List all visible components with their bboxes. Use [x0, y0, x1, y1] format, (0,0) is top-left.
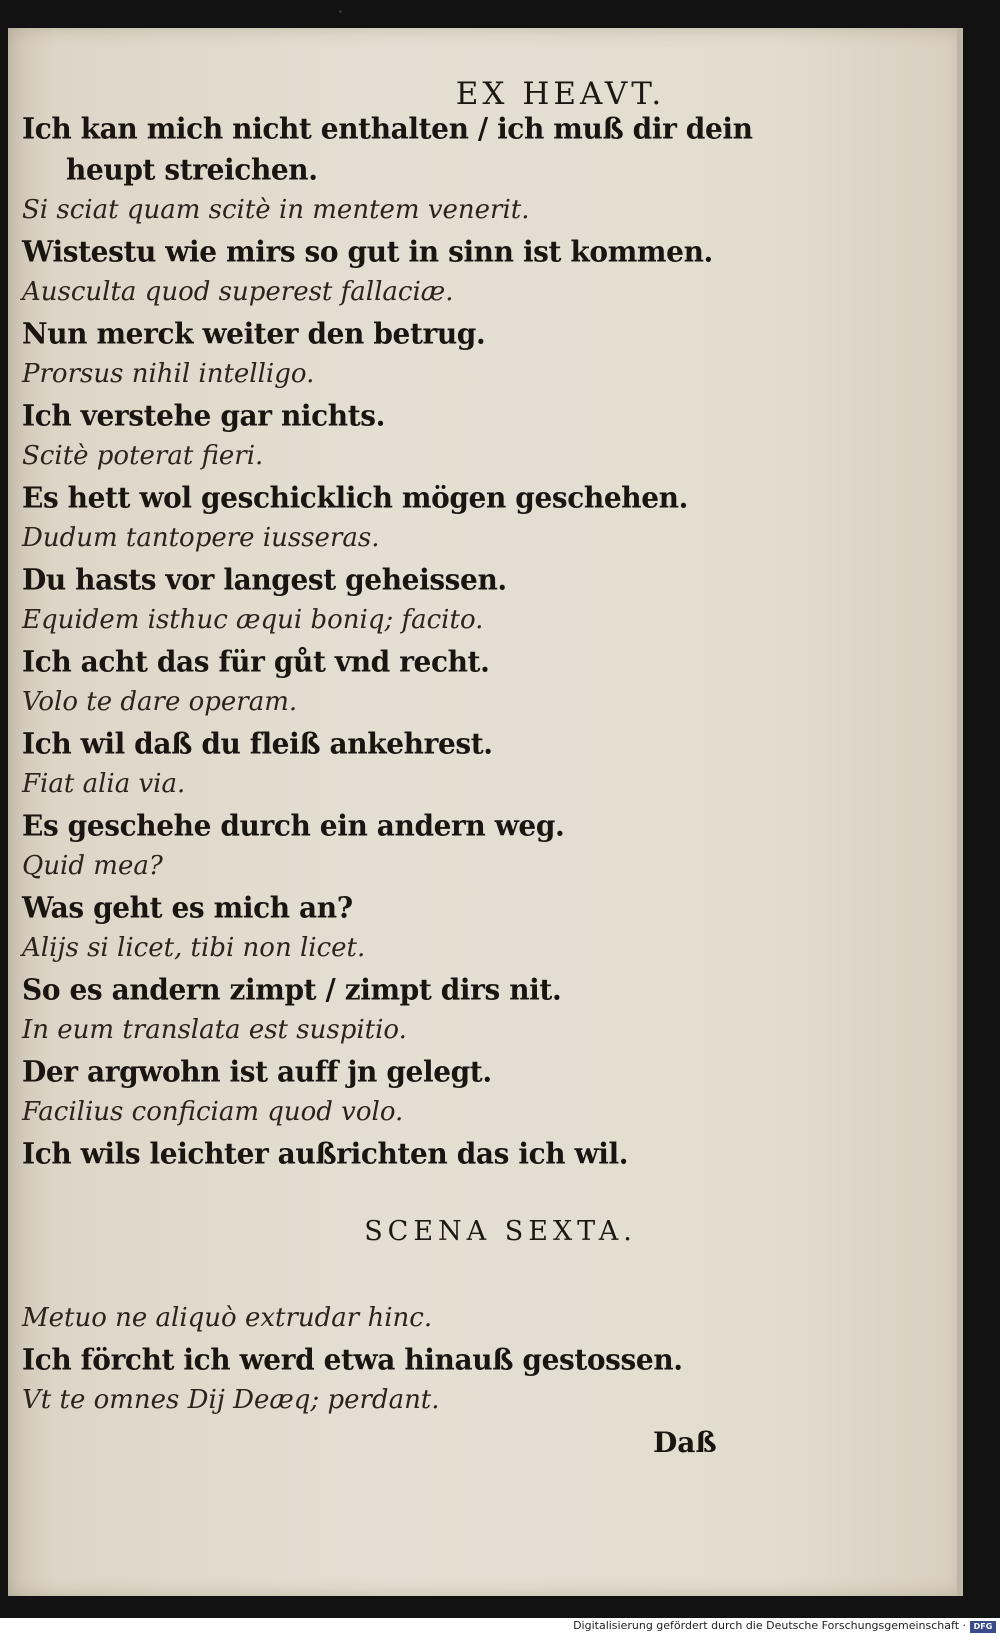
- text-line-latin: Prorsus nihil intelligo.: [22, 359, 315, 389]
- text-line-german: Ich wils leichter außrichten das ich wil.: [22, 1136, 629, 1171]
- text-line-german: Es geschehe durch ein andern weg.: [22, 808, 565, 843]
- text-line-latin: Fiat alia via.: [22, 769, 186, 799]
- text-line-german: Wistestu wie mirs so gut in sinn ist kommen.: [22, 234, 713, 269]
- text-line-german: So es andern zimpt / zimpt dirs nit.: [22, 972, 562, 1007]
- text-line-german: Es hett wol geschicklich mögen geschehen.: [22, 480, 688, 515]
- running-head: EX HEAVT.: [455, 76, 666, 112]
- digitization-footer: [0, 1618, 1000, 1636]
- text-line-latin: Volo te dare operam.: [22, 687, 298, 717]
- text-line-latin: In eum translata est suspitio.: [22, 1015, 407, 1045]
- footer-credit: Digitalisierung gefördert durch die Deutsche Forschungsgemeinschaft ·: [573, 1619, 966, 1632]
- text-line-latin: Equidem isthuc æqui boniq; facito.: [22, 605, 484, 635]
- text-line-latin: Vt te omnes Dij Deæq; perdant.: [22, 1385, 440, 1415]
- text-line-latin: Dudum tantopere iusseras.: [22, 523, 380, 553]
- text-block: [22, 108, 922, 1174]
- text-line-german: Ich förcht ich werd etwa hinauß gestossen.: [22, 1342, 683, 1377]
- text-line-german: Nun merck weiter den betrug.: [22, 316, 486, 351]
- text-block-scene-six: [22, 1298, 922, 1421]
- text-line-latin: Metuo ne aliquò extrudar hinc.: [22, 1303, 433, 1333]
- text-line-german: Ich kan mich nicht enthalten / ich muß dir dein: [22, 111, 753, 146]
- text-line-latin: Quid mea?: [22, 851, 163, 881]
- page-edge: [957, 28, 963, 1596]
- book-page: [8, 28, 963, 1596]
- text-line-german: Der argwohn ist auff jn gelegt.: [22, 1054, 492, 1089]
- text-line-german: heupt streichen.: [66, 152, 318, 187]
- text-line-german: Ich verstehe gar nichts.: [22, 398, 385, 433]
- text-line-german: Ich wil daß du fleiß ankehrest.: [22, 726, 493, 761]
- text-line-latin: Facilius conficiam quod volo.: [22, 1097, 404, 1127]
- text-line-latin: Ausculta quod superest fallaciæ.: [22, 277, 454, 307]
- dfg-logo: DFG: [970, 1621, 996, 1633]
- text-line-latin: Si sciat quam scitè in mentem venerit.: [22, 195, 530, 225]
- scene-heading: SCENA SEXTA.: [364, 1216, 637, 1247]
- text-line-german: Was geht es mich an?: [22, 890, 353, 925]
- text-line-german: Du hasts vor langest geheissen.: [22, 562, 507, 597]
- fold-mark: [339, 10, 342, 13]
- catchword: Daß: [653, 1426, 717, 1459]
- text-line-latin: Alijs si licet, tibi non licet.: [22, 933, 366, 963]
- text-line-german: Ich acht das für gůt vnd recht.: [22, 644, 490, 679]
- text-line-latin: Scitè poterat fieri.: [22, 441, 264, 471]
